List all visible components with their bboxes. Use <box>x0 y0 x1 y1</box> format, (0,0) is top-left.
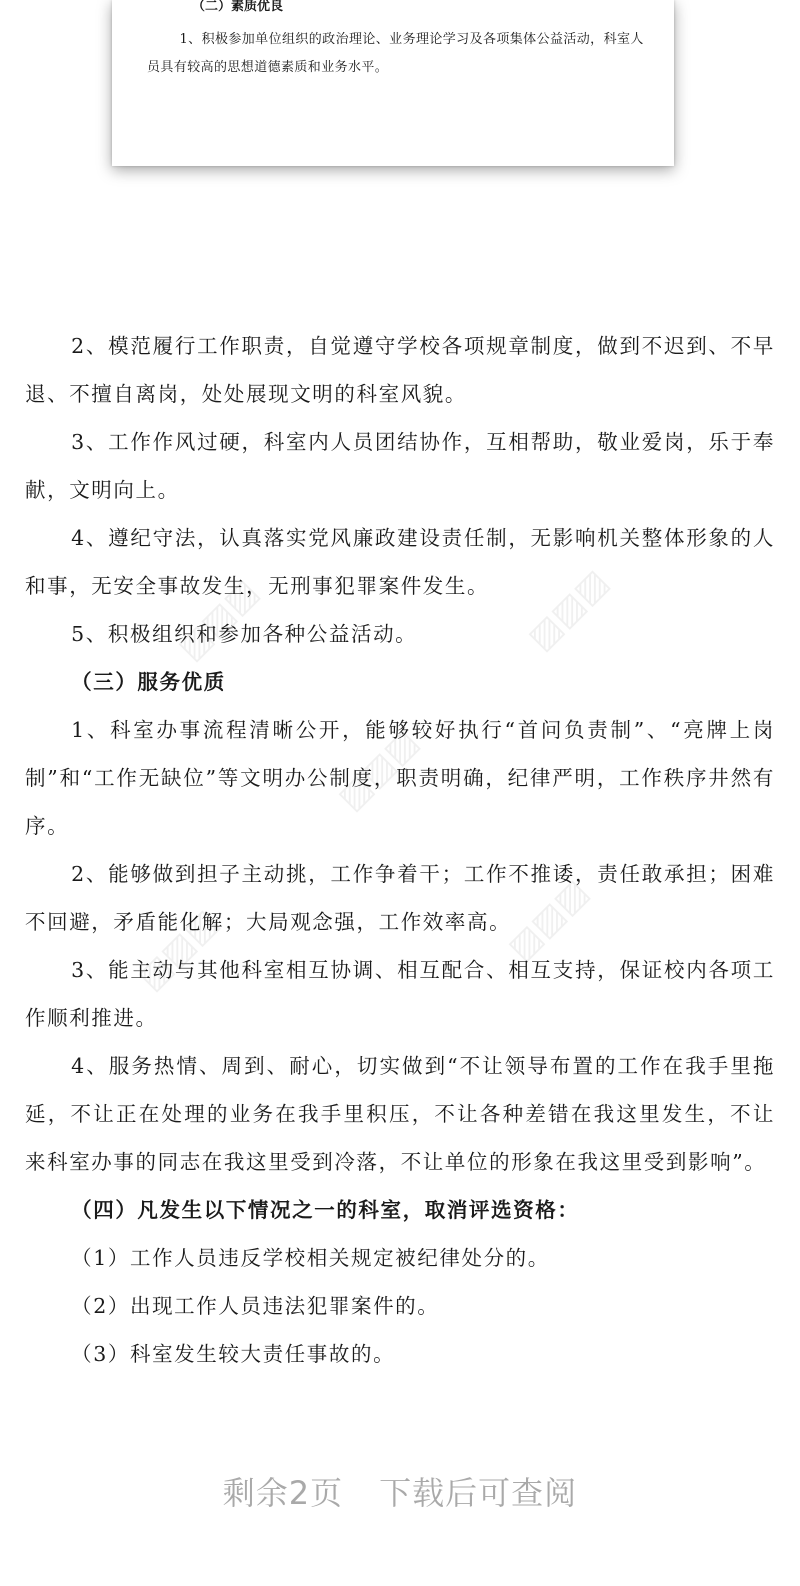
download-hint-text: 下载后可查阅 <box>379 1474 578 1512</box>
remaining-pages-text: 剩余2页 <box>222 1474 344 1512</box>
preview-section-heading: （二）素质优良 <box>192 0 284 14</box>
paragraph: 4、遵纪守法，认真落实党风廉政建设责任制，无影响机关整体形象的人和事，无安全事故发生，无刑事犯罪案件发生。 <box>25 526 775 598</box>
watermark-graphic: ▨▨▨ <box>499 871 597 969</box>
list-item: （1）工作人员违反学校相关规定被纪律处分的。 <box>71 1246 550 1270</box>
document-body <box>25 322 775 1378</box>
paragraph: 3、工作作风过硬，科室内人员团结协作，互相帮助，敬业爱岗，乐于奉献，文明向上。 <box>25 430 775 502</box>
paragraph: 2、能够做到担子主动挑，工作争着干；工作不推诿，责任敢承担；困难不回避，矛盾能化解；大局观念强，工作效率高。 <box>25 862 775 934</box>
watermark-graphic: ▨▨▨ <box>519 561 617 659</box>
paragraph: 3、能主动与其他科室相互协调、相互配合、相互支持，保证校内各项工作顺利推进。 <box>25 958 775 1030</box>
download-prompt[interactable] <box>0 1468 800 1514</box>
list-item: （2）出现工作人员违法犯罪案件的。 <box>71 1294 440 1318</box>
document-preview-card <box>112 0 674 166</box>
preview-paragraph: 1、积极参加单位组织的政治理论、业务理论学习及各项集体公益活动，科室人员具有较高的思想道德素质和业务水平。 <box>147 32 644 75</box>
watermark-graphic: ▨▨▨ <box>329 721 427 819</box>
watermark-graphic: ▨▨▨ <box>169 571 267 669</box>
paragraph: 4、服务热情、周到、耐心，切实做到“不让领导布置的工作在我手里拖延，不让正在处理的业务在我手里积压，不让各种差错在我这里发生，不让来科室办事的同志在我这里受到冷落，不让单位的形象在我这里受到影响”。 <box>25 1054 775 1174</box>
list-item: （3）科室发生较大责任事故的。 <box>71 1342 396 1366</box>
paragraph: 2、模范履行工作职责，自觉遵守学校各项规章制度，做到不迟到、不早退、不擅自离岗，处处展现文明的科室风貌。 <box>25 334 775 406</box>
watermark-graphic: ▨▨▨ <box>129 901 227 999</box>
section-heading: （三）服务优质 <box>71 670 226 694</box>
paragraph: 1、科室办事流程清晰公开，能够较好执行“首问负责制”、“亮牌上岗制”和“工作无缺位”等文明办公制度，职责明确，纪律严明，工作秩序井然有序。 <box>25 718 775 838</box>
section-heading: （四）凡发生以下情况之一的科室，取消评选资格： <box>71 1198 580 1222</box>
paragraph: 5、积极组织和参加各种公益活动。 <box>71 622 418 646</box>
